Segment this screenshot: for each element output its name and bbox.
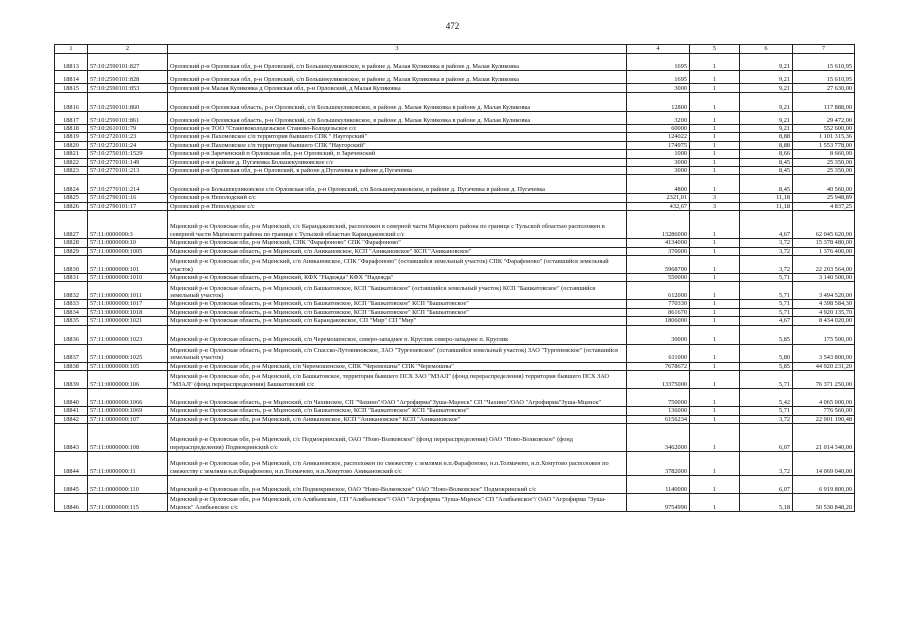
- rate-value: 8,88: [740, 141, 793, 149]
- table-row: [55, 344, 855, 362]
- table-row: [55, 194, 855, 202]
- cadastral-number: 57:10:2590101:861: [88, 112, 168, 125]
- cadastral-number: 57:11:0000000:106: [88, 371, 168, 389]
- rate-value: 8,45: [740, 158, 793, 166]
- column-5-value: 1: [690, 133, 740, 141]
- cost-value: 4 837,25: [793, 202, 855, 210]
- location-description: Мценский р-н Орловская обл, р-н Мценский, с/с Подмокринский, ОАО "Ново-Волковское" (фонд перераспределения) ОАО "Ново-Волковское" (фонд перераспределения) Подмокринский с/с: [168, 423, 627, 451]
- rate-value: 9,21: [740, 93, 793, 112]
- rate-value: 9,21: [740, 125, 793, 133]
- table-row: [55, 274, 855, 282]
- column-5-value: 1: [690, 112, 740, 125]
- page-number: 472: [445, 21, 460, 31]
- row-number: 18825: [55, 194, 88, 202]
- location-description: Орловский р-н Неполодский с/с: [168, 194, 627, 202]
- row-number: 18836: [55, 325, 88, 344]
- table-row: [55, 112, 855, 125]
- row-number: 18844: [55, 451, 88, 475]
- location-description: Орловский р-н Орловская обл, р-н Орловский, с/п Большекуликовское, в районе д. Малая Куликовка в районе д. Малая Куликовка: [168, 54, 627, 71]
- table-row: [55, 71, 855, 84]
- cost-value: 22 203 564,00: [793, 256, 855, 274]
- cadastral-number: 57:10:2770101:214: [88, 175, 168, 194]
- area-value: 2321,01: [627, 194, 690, 202]
- cadastral-number: 57:11:0000000:1005: [88, 247, 168, 255]
- row-number: 18818: [55, 125, 88, 133]
- cadastral-number: 57:11:0000000:1017: [88, 300, 168, 308]
- cost-value: 44 920 231,20: [793, 362, 855, 370]
- column-5-value: 1: [690, 84, 740, 93]
- cost-value: 25 350,00: [793, 158, 855, 166]
- cadastral-number: 57:11:0000000:1010: [88, 274, 168, 282]
- cost-value: 3 494 520,00: [793, 282, 855, 300]
- cost-value: 4 065 000,00: [793, 389, 855, 407]
- cadastral-number: 57:10:2590101:828: [88, 71, 168, 84]
- table-row: [55, 247, 855, 255]
- rate-value: 9,21: [740, 54, 793, 71]
- rate-value: 9,21: [740, 71, 793, 84]
- area-value: 7678672: [627, 362, 690, 370]
- table-row: [55, 150, 855, 158]
- row-number: 18816: [55, 93, 88, 112]
- rate-value: 3,72: [740, 256, 793, 274]
- area-value: 3000: [627, 84, 690, 93]
- column-5-value: 1: [690, 54, 740, 71]
- cost-value: 15 610,95: [793, 54, 855, 71]
- area-value: 3200: [627, 112, 690, 125]
- column-5-value: 1: [690, 256, 740, 274]
- column-5-value: 1: [690, 141, 740, 149]
- area-value: 370000: [627, 247, 690, 255]
- cost-value: 4 920 135,70: [793, 308, 855, 316]
- row-number: 18834: [55, 308, 88, 316]
- row-number: 18845: [55, 475, 88, 493]
- row-number: 18824: [55, 175, 88, 194]
- column-header: 6: [740, 45, 793, 54]
- table-row: [55, 239, 855, 247]
- rate-value: 9,21: [740, 84, 793, 93]
- area-value: 60000: [627, 125, 690, 133]
- location-description: Мценский р-н Орловская область, р-н Мценский, с/п Аникановское, КСП "Аникановское" КСП "Аникановское": [168, 247, 627, 255]
- column-5-value: 1: [690, 317, 740, 325]
- row-number: 18821: [55, 150, 88, 158]
- cost-value: 22 901 190,48: [793, 415, 855, 423]
- location-description: Орловский р-н Пахомовское с/п территория бывшего СПК "Наугорский": [168, 141, 627, 149]
- table-row: [55, 308, 855, 316]
- cadastral-number: 57:11:0000000:110: [88, 475, 168, 493]
- row-number: 18832: [55, 282, 88, 300]
- location-description: Орловский р-н в районе д. Пугачевка Большекуликовское с/с: [168, 158, 627, 166]
- column-5-value: 1: [690, 475, 740, 493]
- cost-value: 3 140 500,00: [793, 274, 855, 282]
- cost-value: 76 371 250,00: [793, 371, 855, 389]
- cadastral-number: 57:10:2750101:1529: [88, 150, 168, 158]
- area-value: 4800: [627, 175, 690, 194]
- cost-value: 40 560,00: [793, 175, 855, 194]
- table-row: [55, 175, 855, 194]
- table-row: [55, 54, 855, 71]
- column-5-value: 1: [690, 407, 740, 415]
- column-5-value: 1: [690, 247, 740, 255]
- column-5-value: 1: [690, 125, 740, 133]
- table-row: [55, 317, 855, 325]
- row-number: 18828: [55, 239, 88, 247]
- table-row: [55, 475, 855, 493]
- column-header: 3: [168, 45, 627, 54]
- rate-value: 8,88: [740, 133, 793, 141]
- table-row: [55, 423, 855, 451]
- cadastral-number: 57:10:2610101:79: [88, 125, 168, 133]
- rate-value: 5,42: [740, 389, 793, 407]
- row-number: 18839: [55, 371, 88, 389]
- location-description: Мценский р-н Орловская обл, р-н Мценский, с/п Черемошенское, СПК "Черемошны" СПК "Черемошны": [168, 362, 627, 370]
- cost-value: 8 660,00: [793, 150, 855, 158]
- cost-value: 21 014 340,00: [793, 423, 855, 451]
- cost-value: 14 069 040,00: [793, 451, 855, 475]
- column-5-value: 3: [690, 194, 740, 202]
- area-value: 612000: [627, 282, 690, 300]
- area-value: 3462000: [627, 423, 690, 451]
- location-description: Мценский р-н Орловская обл, р-н Мценский, с/п Аникановское, КСП "Аникановское" КСП "Аникановское": [168, 415, 627, 423]
- location-description: Мценский р-н Орловская обл, р-н Мценский, с/п Аникановское, СПК "Фарафоново" (оставшийся земельный участок) СПК "Фарафоново" (оставшийся земельный участок): [168, 256, 627, 274]
- cadastral-number: 57:11:0000000:1011: [88, 282, 168, 300]
- row-number: 18815: [55, 84, 88, 93]
- rate-value: 8,45: [740, 175, 793, 194]
- table-row: [55, 93, 855, 112]
- rate-value: 5,71: [740, 282, 793, 300]
- rate-value: 9,21: [740, 112, 793, 125]
- area-value: 124022: [627, 133, 690, 141]
- row-number: 18837: [55, 344, 88, 362]
- location-description: Мценский р-н Орловская область, р-н Мценский, КФХ "Надежда" КФХ "Надежда": [168, 274, 627, 282]
- row-number: 18829: [55, 247, 88, 255]
- location-description: Орловский р-н Неполодское с/с: [168, 202, 627, 210]
- table-row: [55, 300, 855, 308]
- cost-value: 117 888,00: [793, 93, 855, 112]
- column-header: 2: [88, 45, 168, 54]
- location-description: Мценский р-н Орловская область, р-н Мценский, с/п Башкатовское, КСП "Башкатовское" (оставшийся земельный участок) КСП "Башкатовское" (оставшийся земельный участок): [168, 282, 627, 300]
- column-header: 1: [55, 45, 88, 54]
- row-number: 18819: [55, 133, 88, 141]
- area-value: 1695: [627, 54, 690, 71]
- location-description: Мценский р-н Орловская обл, р-н Мценский, с/п Подмокринское, ОАО "Ново-Волковское" ОАО "Ново-Волковское" Подмокринский с/с: [168, 475, 627, 493]
- area-value: 770330: [627, 300, 690, 308]
- cost-value: 27 630,00: [793, 84, 855, 93]
- column-5-value: 1: [690, 239, 740, 247]
- location-description: Орловский р-н Орловская обл, р-н Орловский, в районе д.Пугачевка в районе д.Пугачевка: [168, 167, 627, 175]
- row-number: 18846: [55, 493, 88, 511]
- location-description: Мценский р-н Орловская область, р-н Мценский, с/п Спасско-Лутовиновское, ЗАО "Тургеневское" (оставшийся земельный участок) ЗАО "Тургеневское" (оставшийся земельный участок): [168, 344, 627, 362]
- location-description: Орловский р-н ТОО "Становоколодезьское Станово-Колодезьское с/с: [168, 125, 627, 133]
- rate-value: 8,45: [740, 167, 793, 175]
- rate-value: 11,18: [740, 194, 793, 202]
- table-row: [55, 371, 855, 389]
- area-value: 1695: [627, 71, 690, 84]
- column-5-value: 1: [690, 325, 740, 344]
- row-number: 18822: [55, 158, 88, 166]
- cost-value: 62 045 620,00: [793, 211, 855, 239]
- cost-value: 25 350,00: [793, 167, 855, 175]
- column-5-value: 1: [690, 150, 740, 158]
- row-number: 18841: [55, 407, 88, 415]
- area-value: 3000: [627, 158, 690, 166]
- table-row: [55, 407, 855, 415]
- rate-value: 11,18: [740, 202, 793, 210]
- row-number: 18838: [55, 362, 88, 370]
- cadastral-number: 57:11:0000000:1069: [88, 407, 168, 415]
- cost-value: 1 553 778,00: [793, 141, 855, 149]
- area-value: 30000: [627, 325, 690, 344]
- cadastral-number: 57:10:2790101:17: [88, 202, 168, 210]
- location-description: Орловский р-н Зареченский п Орловская обл, р-н Орловский, п Зареченский: [168, 150, 627, 158]
- row-number: 18814: [55, 71, 88, 84]
- rate-value: 5,85: [740, 362, 793, 370]
- cost-value: 175 500,00: [793, 325, 855, 344]
- cadastral-number: 57:11:0000000:11: [88, 451, 168, 475]
- rate-value: 6,07: [740, 423, 793, 451]
- cost-value: 15 610,95: [793, 71, 855, 84]
- cadastral-number: 57:11:0000000:1066: [88, 389, 168, 407]
- area-value: 861670: [627, 308, 690, 316]
- rate-value: 5,18: [740, 493, 793, 511]
- area-value: 13286000: [627, 211, 690, 239]
- area-value: 3782000: [627, 451, 690, 475]
- column-5-value: 1: [690, 493, 740, 511]
- row-number: 18842: [55, 415, 88, 423]
- area-value: 550000: [627, 274, 690, 282]
- cost-value: 6 919 800,00: [793, 475, 855, 493]
- location-description: Мценский р-н Орловская обл, р-н Мценский, с/п Башкатовское, территория бывшего ПСХ ЗАО "МЗАЛ" (фонд перераспределения) территория бывшего ПСХ ЗАО "МЗАЛ" (фонд перераспределения) Башкатовский с/с: [168, 371, 627, 389]
- rate-value: 5,71: [740, 274, 793, 282]
- cadastral-number: 57:10:2720101:24: [88, 141, 168, 149]
- area-value: 611000: [627, 344, 690, 362]
- column-5-value: 1: [690, 300, 740, 308]
- column-5-value: 1: [690, 423, 740, 451]
- table-row: [55, 389, 855, 407]
- column-5-value: 1: [690, 389, 740, 407]
- row-number: 18813: [55, 54, 88, 71]
- cadastral-number: 57:11:0000000:1018: [88, 308, 168, 316]
- cadastral-number: 57:10:2590101:853: [88, 84, 168, 93]
- table-row: [55, 167, 855, 175]
- cost-value: 1 376 400,00: [793, 247, 855, 255]
- rate-value: 5,71: [740, 407, 793, 415]
- row-number: 18820: [55, 141, 88, 149]
- column-5-value: 3: [690, 202, 740, 210]
- rate-value: 3,72: [740, 451, 793, 475]
- column-5-value: 1: [690, 211, 740, 239]
- column-5-value: 1: [690, 158, 740, 166]
- location-description: Мценский р-н Орловская область, р-н Мценский, с/п Башкатовское, КСП "Башкатовское" КСП "Башкатовское": [168, 407, 627, 415]
- cadastral-number: 57:10:2770101:149: [88, 158, 168, 166]
- location-description: Мценский р-н Орловская обл, р-н Мценский, с/п Алябьевское, СП "Алябьевское"/ ОАО "Агрофирма "Зуша-Мценск" СП "Алябьевское"/ ОАО "Агрофирма "Зуша-Мценск" Алябьевское с/с: [168, 493, 627, 511]
- area-value: 174975: [627, 141, 690, 149]
- rate-value: 4,67: [740, 317, 793, 325]
- cadastral-number: 57:11:0000000:10: [88, 239, 168, 247]
- rate-value: 3,72: [740, 239, 793, 247]
- column-5-value: 1: [690, 167, 740, 175]
- area-value: 136000: [627, 407, 690, 415]
- column-header: 5: [690, 45, 740, 54]
- table-row: [55, 362, 855, 370]
- table-row: [55, 125, 855, 133]
- cost-value: 25 948,89: [793, 194, 855, 202]
- rate-value: 5,71: [740, 300, 793, 308]
- table-row: [55, 84, 855, 93]
- cost-value: 50 530 848,20: [793, 493, 855, 511]
- column-5-value: 1: [690, 415, 740, 423]
- location-description: Орловский р-н Малая Куликовка д Орловская обл, р-н Орловский, д Малая Куликовка: [168, 84, 627, 93]
- area-value: 1000: [627, 150, 690, 158]
- location-description: Мценский р-н Орловская область, р-н Мценский, с/п Чахинское, СП "Чахино"/ОАО "Агрофирма"Зуша-Мценск" СП "Чахино"/ОАО "Агрофирма"Зуша-Мценск": [168, 389, 627, 407]
- location-description: Орловский р-н Орловская обл, р-н Орловский, с/п Большекуликовское, в районе д. Малая Куликовка в районе д. Малая Куликовка: [168, 71, 627, 84]
- location-description: Мценский р-н Орловская область, р-н Мценский, с/п Башкатовское, КСП "Башкатовское" КСП "Башкатовское": [168, 308, 627, 316]
- cadastral-number: 57:11:0000000:105: [88, 362, 168, 370]
- area-value: 6156234: [627, 415, 690, 423]
- location-description: Орловский р-н Орловская область, р-н Орловский, с/п Большекуликовское, в районе д. Малая Куликовка в районе д. Малая Куликовка: [168, 93, 627, 112]
- cadastral-number: 57:11:0000000:101: [88, 256, 168, 274]
- cadastral-number: 57:11:0000000:1021: [88, 317, 168, 325]
- column-5-value: 1: [690, 362, 740, 370]
- area-value: 4134000: [627, 239, 690, 247]
- table-row: [55, 415, 855, 423]
- location-description: Мценский р-н Орловская область, р-н Мценский, с/п Карандаковское, СП "Мир" СП "Мир": [168, 317, 627, 325]
- column-5-value: 1: [690, 274, 740, 282]
- rate-value: 5,80: [740, 344, 793, 362]
- column-header: 4: [627, 45, 690, 54]
- cadastral-number: 57:10:2770101:213: [88, 167, 168, 175]
- column-5-value: 1: [690, 371, 740, 389]
- location-description: Мценский р-н Орловская область, р-н Мценский, с/п Черемошенское, северо-западнее п. Круглик северо-западнее п. Круглик: [168, 325, 627, 344]
- row-number: 18840: [55, 389, 88, 407]
- column-5-value: 1: [690, 308, 740, 316]
- rate-value: 6,07: [740, 475, 793, 493]
- area-value: 9754990: [627, 493, 690, 511]
- column-header: 7: [793, 45, 855, 54]
- location-description: Орловский р-н Орловская область, р-н Орловский, с/п Большекуликовское, в районе д. Малая Куликовка в районе д. Малая Куликовка: [168, 112, 627, 125]
- cadastral-number: 57:11:0000000:115: [88, 493, 168, 511]
- rate-value: 4,67: [740, 211, 793, 239]
- rate-value: 3,72: [740, 415, 793, 423]
- table-row: [55, 211, 855, 239]
- rate-value: 5,71: [740, 308, 793, 316]
- rate-value: 8,66: [740, 150, 793, 158]
- cadastral-number: 57:11:0000000:107: [88, 415, 168, 423]
- rate-value: 5,85: [740, 325, 793, 344]
- area-value: 12800: [627, 93, 690, 112]
- column-5-value: 1: [690, 175, 740, 194]
- cadastral-number: 57:11:0000000:1025: [88, 344, 168, 362]
- table-row: [55, 451, 855, 475]
- column-5-value: 1: [690, 71, 740, 84]
- row-number: 18843: [55, 423, 88, 451]
- location-description: Орловский р-н Большекуликовское с/п Орловская обл, р-н Орловский, с/п Большекуликовское, в районе д. Пугачевка в районе д. Пугачевка: [168, 175, 627, 194]
- table-row: [55, 141, 855, 149]
- table-row: [55, 325, 855, 344]
- cadastral-number: 57:11:0000000:108: [88, 423, 168, 451]
- area-value: 3000: [627, 167, 690, 175]
- cadastral-number: 57:11:0000000:1023: [88, 325, 168, 344]
- location-description: Мценский р-н Орловская область, р-н Мценский, с/п Башкатовское, КСП "Башкатовское" КСП "Башкатовское": [168, 300, 627, 308]
- cost-value: 8 434 020,00: [793, 317, 855, 325]
- row-number: 18831: [55, 274, 88, 282]
- location-description: Мценский р-н Орловская обл, р-н Мценский, с/п Аникановское, расположен по смежеству с землями н.п.Фарафоново, н.п.Толмачево, н.п.Хомутово расположен по смежеству с землями н.п.Фарафоново, н.п.Толмачево, н.п.Хомутово Аникановский с/с: [168, 451, 627, 475]
- row-number: 18826: [55, 202, 88, 210]
- column-5-value: 1: [690, 344, 740, 362]
- header-row: [55, 45, 855, 54]
- rate-value: 5,71: [740, 371, 793, 389]
- area-value: 13375000: [627, 371, 690, 389]
- table-row: [55, 282, 855, 300]
- area-value: 1140000: [627, 475, 690, 493]
- area-value: 1806000: [627, 317, 690, 325]
- row-number: 18830: [55, 256, 88, 274]
- table-row: [55, 256, 855, 274]
- row-number: 18823: [55, 167, 88, 175]
- row-number: 18817: [55, 112, 88, 125]
- cost-value: 1 101 315,36: [793, 133, 855, 141]
- location-description: Мценский р-н Орловская обл, р-н Мценский, с/с Карандаковский, расположен в северной части Мценского района по границе с Тульской областью расположен в северной части Мценского района по границе с Тульской областью Карандаковский с/с: [168, 211, 627, 239]
- cadastral-number: 57:10:2790101:16: [88, 194, 168, 202]
- cost-value: 3 543 800,00: [793, 344, 855, 362]
- row-number: 18827: [55, 211, 88, 239]
- land-registry-table: [54, 44, 855, 512]
- column-5-value: 1: [690, 451, 740, 475]
- table-row: [55, 493, 855, 511]
- cost-value: 4 398 584,30: [793, 300, 855, 308]
- table-row: [55, 202, 855, 210]
- area-value: 432,67: [627, 202, 690, 210]
- table-row: [55, 133, 855, 141]
- cost-value: 552 600,00: [793, 125, 855, 133]
- area-value: 5968700: [627, 256, 690, 274]
- cadastral-number: 57:11:0000000:3: [88, 211, 168, 239]
- cadastral-number: 57:10:2720101:23: [88, 133, 168, 141]
- column-5-value: 1: [690, 93, 740, 112]
- cadastral-number: 57:10:2590101:860: [88, 93, 168, 112]
- row-number: 18833: [55, 300, 88, 308]
- location-description: Мценский р-н Орловская обл, р-н Мценский, СПК "Фарафоново" СПК "Фарафоново": [168, 239, 627, 247]
- table-row: [55, 158, 855, 166]
- cost-value: 15 378 480,00: [793, 239, 855, 247]
- rate-value: 3,72: [740, 247, 793, 255]
- cadastral-number: 57:10:2590101:827: [88, 54, 168, 71]
- column-5-value: 1: [690, 282, 740, 300]
- area-value: 750000: [627, 389, 690, 407]
- cost-value: 776 560,00: [793, 407, 855, 415]
- row-number: 18835: [55, 317, 88, 325]
- cost-value: 29 472,00: [793, 112, 855, 125]
- location-description: Орловский р-н Пахомовское с/п территория бывшего СПК " Наугорский": [168, 133, 627, 141]
